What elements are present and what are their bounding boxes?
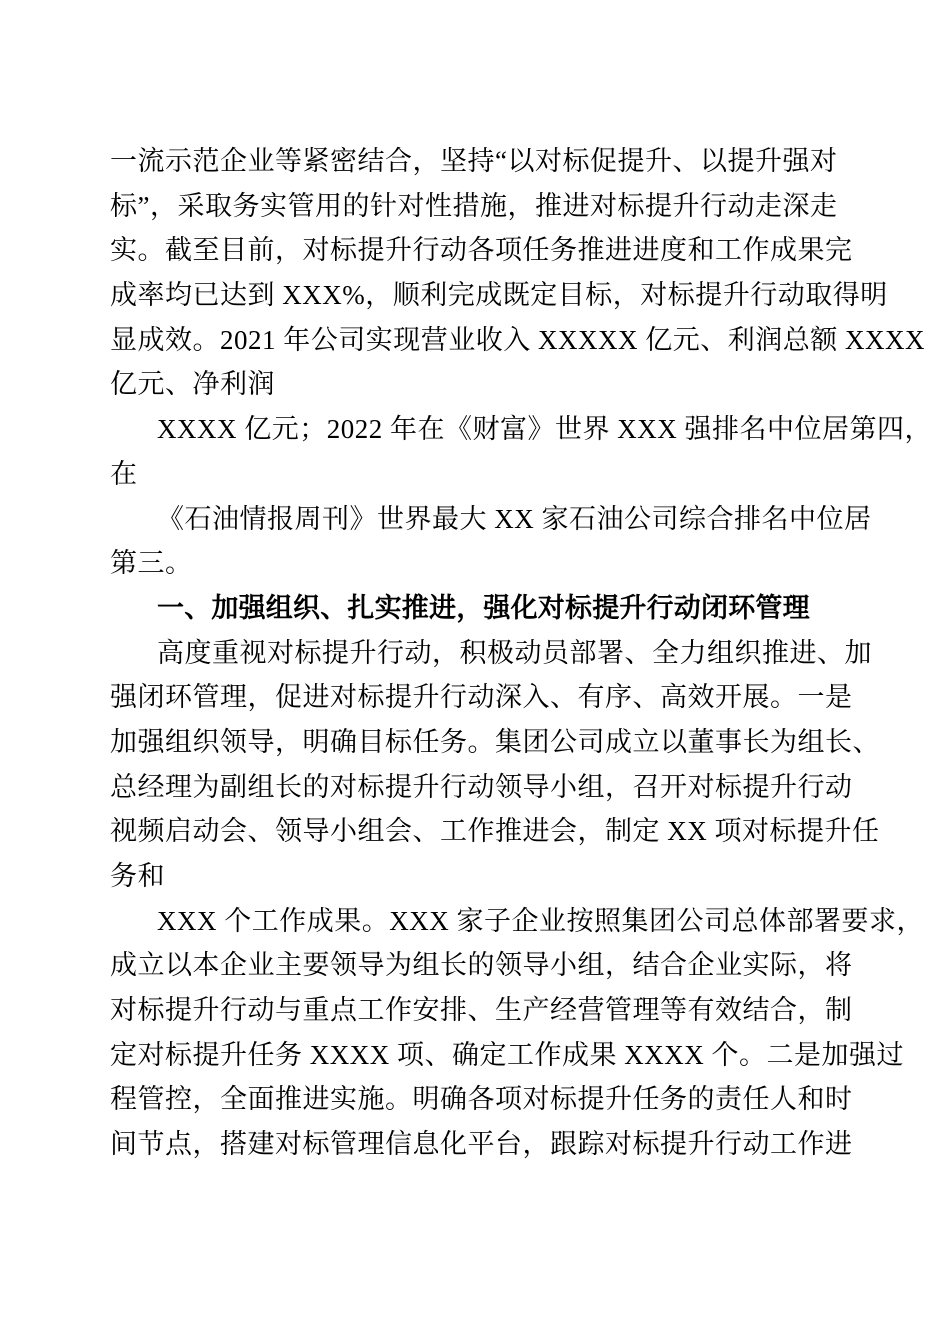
body-text-line: 程管控，全面推进实施。明确各项对标提升任务的责任人和时 xyxy=(110,1084,853,1115)
body-text-line: 定对标提升任务 XXXX 项、确定工作成果 XXXX 个。二是加强过 xyxy=(110,1039,904,1070)
body-text-line: XXX 个工作成果。XXX 家子企业按照集团公司总体部署要求， xyxy=(157,905,924,936)
body-text-line: 在 xyxy=(110,458,138,489)
body-text-line: 强闭环管理，促进对标提升行动深入、有序、高效开展。一是 xyxy=(110,682,853,713)
body-text-line: 务和 xyxy=(110,861,165,891)
body-text-line: 标”，采取务实管用的针对性措施，推进对标提升行动走深走 xyxy=(110,190,838,221)
document-text-block xyxy=(110,139,932,1167)
section-heading: 一、加强组织、扎实推进，强化对标提升行动闭环管理 xyxy=(157,592,810,623)
body-text-line: 成立以本企业主要领导为组长的领导小组，结合企业实际，将 xyxy=(110,950,853,981)
body-text-line: 成率均已达到 XXX%，顺利完成既定目标，对标提升行动取得明 xyxy=(110,280,888,311)
body-text-line: XXXX 亿元；2022 年在《财富》世界 XXX 强排名中位居第四， xyxy=(157,414,932,445)
body-text-line: 高度重视对标提升行动，积极动员部署、全力组织推进、加 xyxy=(157,637,872,668)
body-text-line: 亿元、净利润 xyxy=(110,369,275,400)
body-text-line: 实。截至目前，对标提升行动各项任务推进进度和工作成果完 xyxy=(110,235,853,266)
body-text-line: 总经理为副组长的对标提升行动领导小组，召开对标提升行动 xyxy=(110,771,853,802)
body-text-line: 加强组织领导，明确目标任务。集团公司成立以董事长为组长、 xyxy=(110,726,880,757)
body-text-line: 对标提升行动与重点工作安排、生产经营管理等有效结合，制 xyxy=(110,995,853,1026)
body-text-line: 显成效。2021 年公司实现营业收入 XXXXX 亿元、利润总额 XXXX xyxy=(110,324,925,355)
body-text-line: 间节点，搭建对标管理信息化平台，跟踪对标提升行动工作进 xyxy=(110,1129,853,1160)
body-text-line: 一流示范企业等紧密结合，坚持“以对标促提升、以提升强对 xyxy=(110,146,838,176)
body-text-line: 视频启动会、领导小组会、工作推进会，制定 XX 项对标提升任 xyxy=(110,816,880,847)
body-text-line: 第三。 xyxy=(110,548,193,579)
body-text-line: 《石油情报周刊》世界最大 XX 家石油公司综合排名中位居 xyxy=(157,503,872,534)
